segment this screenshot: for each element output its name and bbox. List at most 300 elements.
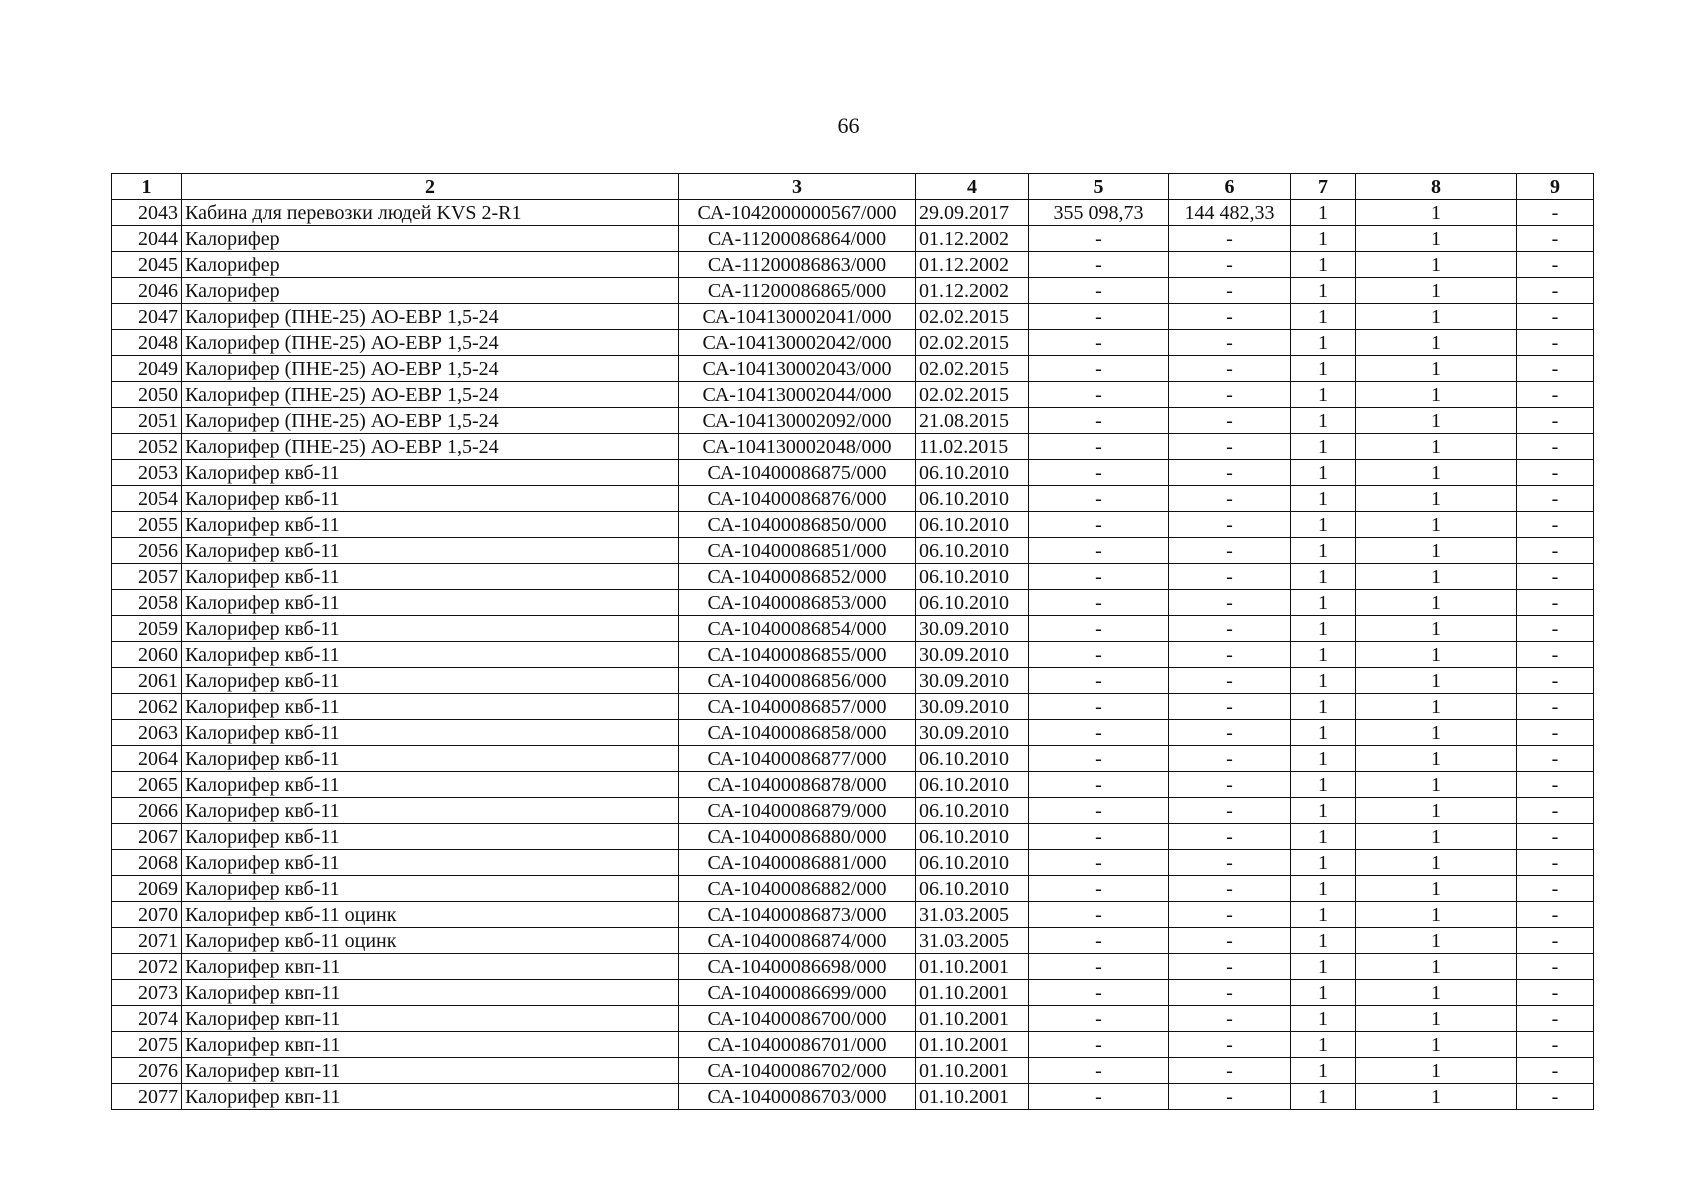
table-row (112, 746, 1594, 772)
row-number-cell: 2052 (112, 434, 182, 460)
date-cell: 01.12.2002 (916, 226, 1029, 252)
row-number-cell: 2050 (112, 382, 182, 408)
col-7-value-cell: 1 (1291, 980, 1356, 1006)
col-8-value-cell: 1 (1356, 538, 1517, 564)
row-number-cell: 2067 (112, 824, 182, 850)
col-8-value-cell: 1 (1356, 330, 1517, 356)
date-cell: 30.09.2010 (916, 720, 1029, 746)
col-8-value-cell: 1 (1356, 746, 1517, 772)
col-9-value-cell: - (1517, 564, 1594, 590)
initial-cost-cell: - (1029, 564, 1169, 590)
initial-cost-cell: - (1029, 590, 1169, 616)
table-row (112, 434, 1594, 460)
col-8-value-cell: 1 (1356, 980, 1517, 1006)
inventory-number-cell: СА-104130002048/000 (679, 434, 916, 460)
initial-cost-cell: - (1029, 408, 1169, 434)
table-row (112, 642, 1594, 668)
col-8-value-cell: 1 (1356, 642, 1517, 668)
table-row (112, 1032, 1594, 1058)
table-row (112, 694, 1594, 720)
col-7-value-cell: 1 (1291, 824, 1356, 850)
inventory-number-cell: СА-104130002042/000 (679, 330, 916, 356)
col-7-value-cell: 1 (1291, 720, 1356, 746)
item-name-cell: Калорифер квб-11 (182, 538, 679, 564)
table-row (112, 486, 1594, 512)
residual-value-cell: - (1169, 382, 1291, 408)
date-cell: 01.10.2001 (916, 1084, 1029, 1110)
residual-value-cell: - (1169, 772, 1291, 798)
inventory-number-cell: СА-10400086851/000 (679, 538, 916, 564)
row-number-cell: 2044 (112, 226, 182, 252)
residual-value-cell: - (1169, 720, 1291, 746)
col-7-value-cell: 1 (1291, 1084, 1356, 1110)
col-7-value-cell: 1 (1291, 356, 1356, 382)
row-number-cell: 2066 (112, 798, 182, 824)
date-cell: 06.10.2010 (916, 876, 1029, 902)
col-9-value-cell: - (1517, 1032, 1594, 1058)
item-name-cell: Калорифер квп-11 (182, 1058, 679, 1084)
item-name-cell: Калорифер квб-11 (182, 772, 679, 798)
date-cell: 06.10.2010 (916, 772, 1029, 798)
initial-cost-cell: - (1029, 616, 1169, 642)
col-8-value-cell: 1 (1356, 356, 1517, 382)
table-row (112, 460, 1594, 486)
table-row (112, 590, 1594, 616)
row-number-cell: 2045 (112, 252, 182, 278)
inventory-number-cell: СА-104130002092/000 (679, 408, 916, 434)
initial-cost-cell: - (1029, 538, 1169, 564)
initial-cost-cell: - (1029, 226, 1169, 252)
date-cell: 06.10.2010 (916, 824, 1029, 850)
inventory-number-cell: СА-10400086853/000 (679, 590, 916, 616)
col-7-value-cell: 1 (1291, 382, 1356, 408)
residual-value-cell: - (1169, 876, 1291, 902)
item-name-cell: Калорифер квп-11 (182, 1006, 679, 1032)
col-9-value-cell: - (1517, 200, 1594, 226)
row-number-cell: 2062 (112, 694, 182, 720)
col-9-value-cell: - (1517, 850, 1594, 876)
item-name-cell: Калорифер квп-11 (182, 954, 679, 980)
date-cell: 30.09.2010 (916, 642, 1029, 668)
row-number-cell: 2047 (112, 304, 182, 330)
date-cell: 06.10.2010 (916, 590, 1029, 616)
inventory-number-cell: СА-10400086700/000 (679, 1006, 916, 1032)
col-8-value-cell: 1 (1356, 850, 1517, 876)
residual-value-cell: - (1169, 980, 1291, 1006)
inventory-number-cell: СА-10400086699/000 (679, 980, 916, 1006)
residual-value-cell: - (1169, 460, 1291, 486)
inventory-number-cell: СА-10400086874/000 (679, 928, 916, 954)
date-cell: 01.10.2001 (916, 1032, 1029, 1058)
inventory-number-cell: СА-10400086854/000 (679, 616, 916, 642)
date-cell: 01.12.2002 (916, 252, 1029, 278)
inventory-number-cell: СА-10400086702/000 (679, 1058, 916, 1084)
table-row (112, 928, 1594, 954)
inventory-number-cell: СА-11200086863/000 (679, 252, 916, 278)
col-7-value-cell: 1 (1291, 304, 1356, 330)
col-9-value-cell: - (1517, 486, 1594, 512)
col-8-value-cell: 1 (1356, 564, 1517, 590)
residual-value-cell: - (1169, 356, 1291, 382)
col-9-value-cell: - (1517, 330, 1594, 356)
col-7-value-cell: 1 (1291, 798, 1356, 824)
col-9-value-cell: - (1517, 538, 1594, 564)
date-cell: 11.02.2015 (916, 434, 1029, 460)
row-number-cell: 2060 (112, 642, 182, 668)
col-7-value-cell: 1 (1291, 460, 1356, 486)
initial-cost-cell: - (1029, 1032, 1169, 1058)
table-row (112, 564, 1594, 590)
col-9-value-cell: - (1517, 642, 1594, 668)
col-8-value-cell: 1 (1356, 252, 1517, 278)
row-number-cell: 2055 (112, 512, 182, 538)
item-name-cell: Калорифер квб-11 (182, 512, 679, 538)
table-row (112, 668, 1594, 694)
residual-value-cell: 144 482,33 (1169, 200, 1291, 226)
residual-value-cell: - (1169, 824, 1291, 850)
col-7-value-cell: 1 (1291, 1058, 1356, 1084)
col-9-value-cell: - (1517, 252, 1594, 278)
col-9-value-cell: - (1517, 356, 1594, 382)
col-7-value-cell: 1 (1291, 278, 1356, 304)
row-number-cell: 2054 (112, 486, 182, 512)
col-9-value-cell: - (1517, 590, 1594, 616)
item-name-cell: Калорифер квп-11 (182, 1032, 679, 1058)
date-cell: 06.10.2010 (916, 850, 1029, 876)
table-row (112, 252, 1594, 278)
date-cell: 01.10.2001 (916, 1058, 1029, 1084)
col-9-value-cell: - (1517, 720, 1594, 746)
item-name-cell: Калорифер квб-11 (182, 850, 679, 876)
row-number-cell: 2057 (112, 564, 182, 590)
residual-value-cell: - (1169, 928, 1291, 954)
date-cell: 01.12.2002 (916, 278, 1029, 304)
col-8-value-cell: 1 (1356, 512, 1517, 538)
col-8-value-cell: 1 (1356, 824, 1517, 850)
initial-cost-cell: - (1029, 434, 1169, 460)
inventory-number-cell: СА-10400086881/000 (679, 850, 916, 876)
date-cell: 06.10.2010 (916, 486, 1029, 512)
initial-cost-cell: - (1029, 304, 1169, 330)
col-8-value-cell: 1 (1356, 902, 1517, 928)
residual-value-cell: - (1169, 1058, 1291, 1084)
item-name-cell: Калорифер (182, 278, 679, 304)
column-header-8: 8 (1356, 174, 1517, 200)
residual-value-cell: - (1169, 642, 1291, 668)
col-8-value-cell: 1 (1356, 954, 1517, 980)
initial-cost-cell: - (1029, 876, 1169, 902)
table-row (112, 226, 1594, 252)
col-8-value-cell: 1 (1356, 1084, 1517, 1110)
table-row (112, 954, 1594, 980)
initial-cost-cell: - (1029, 824, 1169, 850)
inventory-number-cell: СА-10400086873/000 (679, 902, 916, 928)
table-row (112, 278, 1594, 304)
date-cell: 06.10.2010 (916, 538, 1029, 564)
date-cell: 06.10.2010 (916, 746, 1029, 772)
initial-cost-cell: - (1029, 798, 1169, 824)
date-cell: 31.03.2005 (916, 902, 1029, 928)
residual-value-cell: - (1169, 486, 1291, 512)
row-number-cell: 2051 (112, 408, 182, 434)
col-7-value-cell: 1 (1291, 434, 1356, 460)
item-name-cell: Калорифер (ПНЕ-25) АО-ЕВР 1,5-24 (182, 330, 679, 356)
table-row (112, 330, 1594, 356)
item-name-cell: Калорифер квб-11 (182, 824, 679, 850)
col-8-value-cell: 1 (1356, 486, 1517, 512)
table-header (112, 174, 1594, 200)
date-cell: 06.10.2010 (916, 460, 1029, 486)
item-name-cell: Калорифер квб-11 (182, 642, 679, 668)
row-number-cell: 2073 (112, 980, 182, 1006)
initial-cost-cell: - (1029, 642, 1169, 668)
col-9-value-cell: - (1517, 304, 1594, 330)
inventory-number-cell: СА-10400086701/000 (679, 1032, 916, 1058)
column-header-1: 1 (112, 174, 182, 200)
inventory-number-cell: СА-10400086878/000 (679, 772, 916, 798)
item-name-cell: Калорифер квб-11 оцинк (182, 928, 679, 954)
initial-cost-cell: - (1029, 1006, 1169, 1032)
inventory-number-cell: СА-104130002041/000 (679, 304, 916, 330)
item-name-cell: Калорифер квп-11 (182, 1084, 679, 1110)
table-row (112, 798, 1594, 824)
col-7-value-cell: 1 (1291, 668, 1356, 694)
inventory-number-cell: СА-104130002044/000 (679, 382, 916, 408)
table-row (112, 824, 1594, 850)
col-9-value-cell: - (1517, 408, 1594, 434)
residual-value-cell: - (1169, 798, 1291, 824)
col-7-value-cell: 1 (1291, 538, 1356, 564)
residual-value-cell: - (1169, 954, 1291, 980)
item-name-cell: Калорифер квб-11 (182, 564, 679, 590)
item-name-cell: Калорифер (ПНЕ-25) АО-ЕВР 1,5-24 (182, 408, 679, 434)
col-9-value-cell: - (1517, 746, 1594, 772)
initial-cost-cell: - (1029, 850, 1169, 876)
date-cell: 02.02.2015 (916, 356, 1029, 382)
item-name-cell: Калорифер квб-11 (182, 668, 679, 694)
inventory-number-cell: СА-10400086875/000 (679, 460, 916, 486)
initial-cost-cell: - (1029, 486, 1169, 512)
table-row (112, 200, 1594, 226)
col-8-value-cell: 1 (1356, 382, 1517, 408)
col-7-value-cell: 1 (1291, 954, 1356, 980)
col-7-value-cell: 1 (1291, 1032, 1356, 1058)
date-cell: 30.09.2010 (916, 694, 1029, 720)
item-name-cell: Калорифер (ПНЕ-25) АО-ЕВР 1,5-24 (182, 356, 679, 382)
row-number-cell: 2064 (112, 746, 182, 772)
inventory-number-cell: СА-10400086698/000 (679, 954, 916, 980)
item-name-cell: Калорифер квб-11 (182, 746, 679, 772)
column-header-3: 3 (679, 174, 916, 200)
item-name-cell: Калорифер (ПНЕ-25) АО-ЕВР 1,5-24 (182, 382, 679, 408)
item-name-cell: Калорифер квп-11 (182, 980, 679, 1006)
column-header-9: 9 (1517, 174, 1594, 200)
item-name-cell: Калорифер квб-11 (182, 694, 679, 720)
column-header-7: 7 (1291, 174, 1356, 200)
inventory-number-cell: СА-10400086857/000 (679, 694, 916, 720)
col-7-value-cell: 1 (1291, 928, 1356, 954)
asset-table (111, 173, 1594, 1110)
col-9-value-cell: - (1517, 902, 1594, 928)
residual-value-cell: - (1169, 694, 1291, 720)
residual-value-cell: - (1169, 330, 1291, 356)
residual-value-cell: - (1169, 278, 1291, 304)
row-number-cell: 2056 (112, 538, 182, 564)
table-body (112, 200, 1594, 1110)
col-7-value-cell: 1 (1291, 746, 1356, 772)
date-cell: 30.09.2010 (916, 616, 1029, 642)
initial-cost-cell: - (1029, 954, 1169, 980)
col-9-value-cell: - (1517, 434, 1594, 460)
row-number-cell: 2077 (112, 1084, 182, 1110)
col-8-value-cell: 1 (1356, 278, 1517, 304)
column-header-2: 2 (182, 174, 679, 200)
initial-cost-cell: 355 098,73 (1029, 200, 1169, 226)
col-7-value-cell: 1 (1291, 902, 1356, 928)
page-number: 66 (837, 113, 860, 138)
item-name-cell: Калорифер (ПНЕ-25) АО-ЕВР 1,5-24 (182, 304, 679, 330)
date-cell: 06.10.2010 (916, 512, 1029, 538)
residual-value-cell: - (1169, 590, 1291, 616)
residual-value-cell: - (1169, 1006, 1291, 1032)
inventory-number-cell: СА-10400086880/000 (679, 824, 916, 850)
row-number-cell: 2075 (112, 1032, 182, 1058)
col-9-value-cell: - (1517, 512, 1594, 538)
date-cell: 01.10.2001 (916, 980, 1029, 1006)
row-number-cell: 2070 (112, 902, 182, 928)
item-name-cell: Калорифер квб-11 (182, 720, 679, 746)
column-header-6: 6 (1169, 174, 1291, 200)
col-8-value-cell: 1 (1356, 304, 1517, 330)
initial-cost-cell: - (1029, 772, 1169, 798)
table-row (112, 512, 1594, 538)
residual-value-cell: - (1169, 746, 1291, 772)
col-7-value-cell: 1 (1291, 564, 1356, 590)
residual-value-cell: - (1169, 252, 1291, 278)
item-name-cell: Калорифер (ПНЕ-25) АО-ЕВР 1,5-24 (182, 434, 679, 460)
item-name-cell: Калорифер квб-11 оцинк (182, 902, 679, 928)
initial-cost-cell: - (1029, 928, 1169, 954)
col-8-value-cell: 1 (1356, 590, 1517, 616)
inventory-number-cell: СА-10400086877/000 (679, 746, 916, 772)
residual-value-cell: - (1169, 616, 1291, 642)
col-8-value-cell: 1 (1356, 876, 1517, 902)
initial-cost-cell: - (1029, 512, 1169, 538)
inventory-number-cell: СА-10400086879/000 (679, 798, 916, 824)
row-number-cell: 2074 (112, 1006, 182, 1032)
date-cell: 30.09.2010 (916, 668, 1029, 694)
row-number-cell: 2069 (112, 876, 182, 902)
col-8-value-cell: 1 (1356, 798, 1517, 824)
residual-value-cell: - (1169, 304, 1291, 330)
col-9-value-cell: - (1517, 980, 1594, 1006)
date-cell: 06.10.2010 (916, 798, 1029, 824)
col-7-value-cell: 1 (1291, 642, 1356, 668)
row-number-cell: 2065 (112, 772, 182, 798)
col-7-value-cell: 1 (1291, 200, 1356, 226)
date-cell: 29.09.2017 (916, 200, 1029, 226)
row-number-cell: 2061 (112, 668, 182, 694)
item-name-cell: Калорифер (182, 226, 679, 252)
inventory-number-cell: СА-10400086876/000 (679, 486, 916, 512)
initial-cost-cell: - (1029, 668, 1169, 694)
residual-value-cell: - (1169, 1084, 1291, 1110)
row-number-cell: 2071 (112, 928, 182, 954)
col-8-value-cell: 1 (1356, 928, 1517, 954)
col-7-value-cell: 1 (1291, 252, 1356, 278)
date-cell: 06.10.2010 (916, 564, 1029, 590)
initial-cost-cell: - (1029, 694, 1169, 720)
col-9-value-cell: - (1517, 876, 1594, 902)
column-header-5: 5 (1029, 174, 1169, 200)
initial-cost-cell: - (1029, 356, 1169, 382)
row-number-cell: 2059 (112, 616, 182, 642)
col-7-value-cell: 1 (1291, 590, 1356, 616)
col-8-value-cell: 1 (1356, 694, 1517, 720)
inventory-number-cell: СА-10400086852/000 (679, 564, 916, 590)
inventory-number-cell: СА-104130002043/000 (679, 356, 916, 382)
col-7-value-cell: 1 (1291, 772, 1356, 798)
table-row (112, 720, 1594, 746)
inventory-number-cell: СА-11200086864/000 (679, 226, 916, 252)
table-row (112, 1084, 1594, 1110)
initial-cost-cell: - (1029, 382, 1169, 408)
table-row (112, 382, 1594, 408)
col-8-value-cell: 1 (1356, 460, 1517, 486)
col-9-value-cell: - (1517, 460, 1594, 486)
residual-value-cell: - (1169, 538, 1291, 564)
col-9-value-cell: - (1517, 226, 1594, 252)
residual-value-cell: - (1169, 902, 1291, 928)
date-cell: 21.08.2015 (916, 408, 1029, 434)
table-row (112, 1006, 1594, 1032)
col-9-value-cell: - (1517, 798, 1594, 824)
initial-cost-cell: - (1029, 330, 1169, 356)
inventory-number-cell: СА-10400086856/000 (679, 668, 916, 694)
col-7-value-cell: 1 (1291, 694, 1356, 720)
col-7-value-cell: 1 (1291, 512, 1356, 538)
col-8-value-cell: 1 (1356, 616, 1517, 642)
col-8-value-cell: 1 (1356, 226, 1517, 252)
residual-value-cell: - (1169, 668, 1291, 694)
col-8-value-cell: 1 (1356, 434, 1517, 460)
col-8-value-cell: 1 (1356, 408, 1517, 434)
row-number-cell: 2063 (112, 720, 182, 746)
residual-value-cell: - (1169, 1032, 1291, 1058)
initial-cost-cell: - (1029, 720, 1169, 746)
row-number-cell: 2043 (112, 200, 182, 226)
initial-cost-cell: - (1029, 1058, 1169, 1084)
inventory-number-cell: СА-10400086703/000 (679, 1084, 916, 1110)
col-8-value-cell: 1 (1356, 668, 1517, 694)
col-8-value-cell: 1 (1356, 200, 1517, 226)
column-header-4: 4 (916, 174, 1029, 200)
inventory-number-cell: СА-11200086865/000 (679, 278, 916, 304)
item-name-cell: Калорифер квб-11 (182, 798, 679, 824)
col-9-value-cell: - (1517, 772, 1594, 798)
item-name-cell: Калорифер квб-11 (182, 460, 679, 486)
col-8-value-cell: 1 (1356, 1006, 1517, 1032)
initial-cost-cell: - (1029, 278, 1169, 304)
item-name-cell: Калорифер квб-11 (182, 486, 679, 512)
col-8-value-cell: 1 (1356, 1032, 1517, 1058)
table-row (112, 876, 1594, 902)
table-row (112, 772, 1594, 798)
item-name-cell: Калорифер квб-11 (182, 590, 679, 616)
inventory-number-cell: СА-10400086855/000 (679, 642, 916, 668)
col-9-value-cell: - (1517, 1006, 1594, 1032)
residual-value-cell: - (1169, 512, 1291, 538)
